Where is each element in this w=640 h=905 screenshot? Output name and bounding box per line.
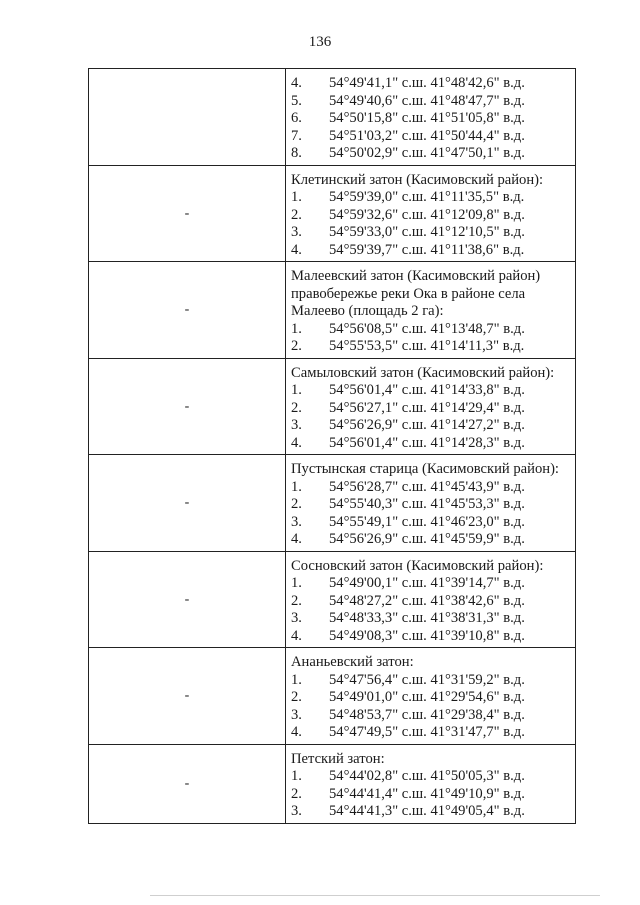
point-number: 4. <box>291 241 302 258</box>
row-marker: - <box>184 495 190 510</box>
point-number: 1. <box>291 320 302 337</box>
table-row <box>89 262 576 359</box>
point-number: 3. <box>291 513 302 530</box>
point-number: 3. <box>291 417 302 433</box>
coordinate-point <box>291 575 571 593</box>
coordinates-cell <box>286 69 576 166</box>
water-body-title: Петский затон: <box>291 750 385 767</box>
point-coordinates: 54°49'01,0" с.ш. 41°29'54,6" в.д. <box>329 689 525 705</box>
point-coordinates: 54°49'40,6" с.ш. 41°48'47,7" в.д. <box>329 92 525 109</box>
coordinate-point <box>291 435 571 453</box>
point-number: 4. <box>291 434 302 451</box>
row-marker: - <box>184 775 190 791</box>
point-coordinates: 54°49'08,3" с.ш. 41°39'10,8" в.д. <box>329 627 525 644</box>
point-number: 2. <box>291 338 302 354</box>
row-marker: - <box>184 688 190 703</box>
water-body-title: Самыловский затон (Касимовский район): <box>291 364 555 381</box>
coordinate-point <box>291 400 571 418</box>
point-coordinates: 54°48'27,2" с.ш. 41°38'42,6" в.д. <box>329 592 525 609</box>
coordinate-point <box>291 189 571 207</box>
point-coordinates: 54°48'33,3" с.ш. 41°38'31,3" в.д. <box>329 610 525 626</box>
point-coordinates: 54°59'32,6" с.ш. 41°12'09,8" в.д. <box>329 206 525 223</box>
point-number: 2. <box>291 399 302 416</box>
coordinates-cell <box>286 744 576 823</box>
point-coordinates: 54°59'33,0" с.ш. 41°12'10,5" в.д. <box>329 224 525 240</box>
row-marker-cell <box>89 648 286 745</box>
point-number: 2. <box>291 496 302 512</box>
coordinate-point <box>291 110 571 128</box>
coordinate-point <box>291 321 571 339</box>
point-coordinates: 54°59'39,0" с.ш. 41°11'35,5" в.д. <box>329 189 525 205</box>
point-coordinates: 54°56'01,4" с.ш. 41°14'33,8" в.д. <box>329 382 525 398</box>
coordinates-cell <box>286 165 576 262</box>
coordinate-point <box>291 75 571 93</box>
coordinate-point <box>291 768 571 786</box>
water-body-title: Сосновский затон (Касимовский район): <box>291 557 544 574</box>
point-number: 4. <box>291 627 302 644</box>
coordinate-point <box>291 672 571 690</box>
water-body-title: Малеевский затон (Касимовский район) правобережье реки Ока в районе села Малеево (площадь 2 га): <box>291 268 541 319</box>
point-coordinates: 54°51'03,2" с.ш. 41°50'44,4" в.д. <box>329 127 525 144</box>
point-number: 1. <box>291 575 302 591</box>
point-coordinates: 54°44'02,8" с.ш. 41°50'05,3" в.д. <box>329 768 525 784</box>
point-number: 8. <box>291 145 302 161</box>
point-number: 1. <box>291 382 302 398</box>
coordinate-point <box>291 417 571 435</box>
coordinate-point <box>291 496 571 514</box>
point-coordinates: 54°56'26,9" с.ш. 41°45'59,9" в.д. <box>329 531 525 547</box>
coordinate-point <box>291 628 571 646</box>
point-coordinates: 54°55'53,5" с.ш. 41°14'11,3" в.д. <box>329 338 525 354</box>
point-coordinates: 54°50'15,8" с.ш. 41°51'05,8" в.д. <box>329 110 525 126</box>
point-number: 2. <box>291 206 302 223</box>
point-number: 7. <box>291 127 302 144</box>
point-coordinates: 54°49'41,1" с.ш. 41°48'42,6" в.д. <box>329 75 525 91</box>
point-number: 3. <box>291 224 302 240</box>
coordinate-point <box>291 689 571 707</box>
point-coordinates: 54°50'02,9" с.ш. 41°47'50,1" в.д. <box>329 145 525 161</box>
point-coordinates: 54°48'53,7" с.ш. 41°29'38,4" в.д. <box>329 706 525 723</box>
point-coordinates: 54°56'08,5" с.ш. 41°13'48,7" в.д. <box>329 320 525 337</box>
point-number: 1. <box>291 189 302 205</box>
point-number: 2. <box>291 785 302 802</box>
coordinate-point <box>291 531 571 549</box>
water-body-title: Клетинский затон (Касимовский район): <box>291 171 544 188</box>
page-number: 136 <box>308 34 332 50</box>
water-body-title: Ананьевский затон: <box>291 654 414 670</box>
coordinate-point <box>291 93 571 111</box>
point-number: 1. <box>291 478 302 495</box>
point-number: 4. <box>291 724 302 740</box>
point-number: 1. <box>291 671 302 688</box>
row-marker-cell <box>89 165 286 262</box>
bottom-divider <box>150 895 600 896</box>
point-number: 2. <box>291 689 302 705</box>
table-row <box>89 69 576 166</box>
point-number: 6. <box>291 110 302 126</box>
point-coordinates: 54°56'28,7" с.ш. 41°45'43,9" в.д. <box>329 478 525 495</box>
coordinate-point <box>291 224 571 242</box>
point-coordinates: 54°49'00,1" с.ш. 41°39'14,7" в.д. <box>329 575 525 591</box>
coordinate-point <box>291 207 571 225</box>
row-marker: - <box>184 591 190 607</box>
row-marker-cell <box>89 455 286 552</box>
coordinates-table <box>88 68 576 824</box>
point-coordinates: 54°44'41,4" с.ш. 41°49'10,9" в.д. <box>329 785 525 802</box>
row-marker: - <box>184 302 190 317</box>
row-marker-cell <box>89 262 286 359</box>
coordinates-cell <box>286 358 576 455</box>
water-body-title: Пустынская старица (Касимовский район): <box>291 461 559 477</box>
point-number: 3. <box>291 706 302 723</box>
point-number: 3. <box>291 803 302 819</box>
table-row <box>89 165 576 262</box>
coordinates-cell <box>286 551 576 648</box>
coordinate-point <box>291 803 571 821</box>
point-coordinates: 54°59'39,7" с.ш. 41°11'38,6" в.д. <box>329 241 525 258</box>
coordinate-point <box>291 593 571 611</box>
table-row <box>89 648 576 745</box>
point-number: 1. <box>291 768 302 784</box>
coordinate-point <box>291 724 571 742</box>
point-coordinates: 54°56'27,1" с.ш. 41°14'29,4" в.д. <box>329 399 525 416</box>
table-row <box>89 358 576 455</box>
coordinate-point <box>291 707 571 725</box>
table-row <box>89 551 576 648</box>
coordinates-cell <box>286 455 576 552</box>
row-marker-cell <box>89 744 286 823</box>
row-marker: - <box>184 398 190 414</box>
coordinate-point <box>291 610 571 628</box>
table-row <box>89 455 576 552</box>
point-number: 3. <box>291 610 302 626</box>
coordinates-cell <box>286 648 576 745</box>
point-coordinates: 54°47'49,5" с.ш. 41°31'47,7" в.д. <box>329 724 525 740</box>
coordinate-point <box>291 242 571 260</box>
coordinate-point <box>291 382 571 400</box>
point-coordinates: 54°44'41,3" с.ш. 41°49'05,4" в.д. <box>329 803 525 819</box>
row-marker-cell <box>89 69 286 166</box>
point-coordinates: 54°55'49,1" с.ш. 41°46'23,0" в.д. <box>329 513 525 530</box>
coordinate-point <box>291 479 571 497</box>
table-row <box>89 744 576 823</box>
coordinate-point <box>291 786 571 804</box>
coordinates-cell <box>286 262 576 359</box>
row-marker-cell <box>89 551 286 648</box>
coordinate-point <box>291 338 571 356</box>
point-number: 4. <box>291 75 302 91</box>
point-number: 5. <box>291 92 302 109</box>
row-marker: - <box>184 205 190 221</box>
row-marker-cell <box>89 358 286 455</box>
point-coordinates: 54°55'40,3" с.ш. 41°45'53,3" в.д. <box>329 496 525 512</box>
coordinate-point <box>291 145 571 163</box>
point-coordinates: 54°56'01,4" с.ш. 41°14'28,3" в.д. <box>329 434 525 451</box>
coordinate-point <box>291 128 571 146</box>
coordinate-point <box>291 514 571 532</box>
point-coordinates: 54°56'26,9" с.ш. 41°14'27,2" в.д. <box>329 417 525 433</box>
point-coordinates: 54°47'56,4" с.ш. 41°31'59,2" в.д. <box>329 671 525 688</box>
point-number: 4. <box>291 531 302 547</box>
point-number: 2. <box>291 592 302 609</box>
